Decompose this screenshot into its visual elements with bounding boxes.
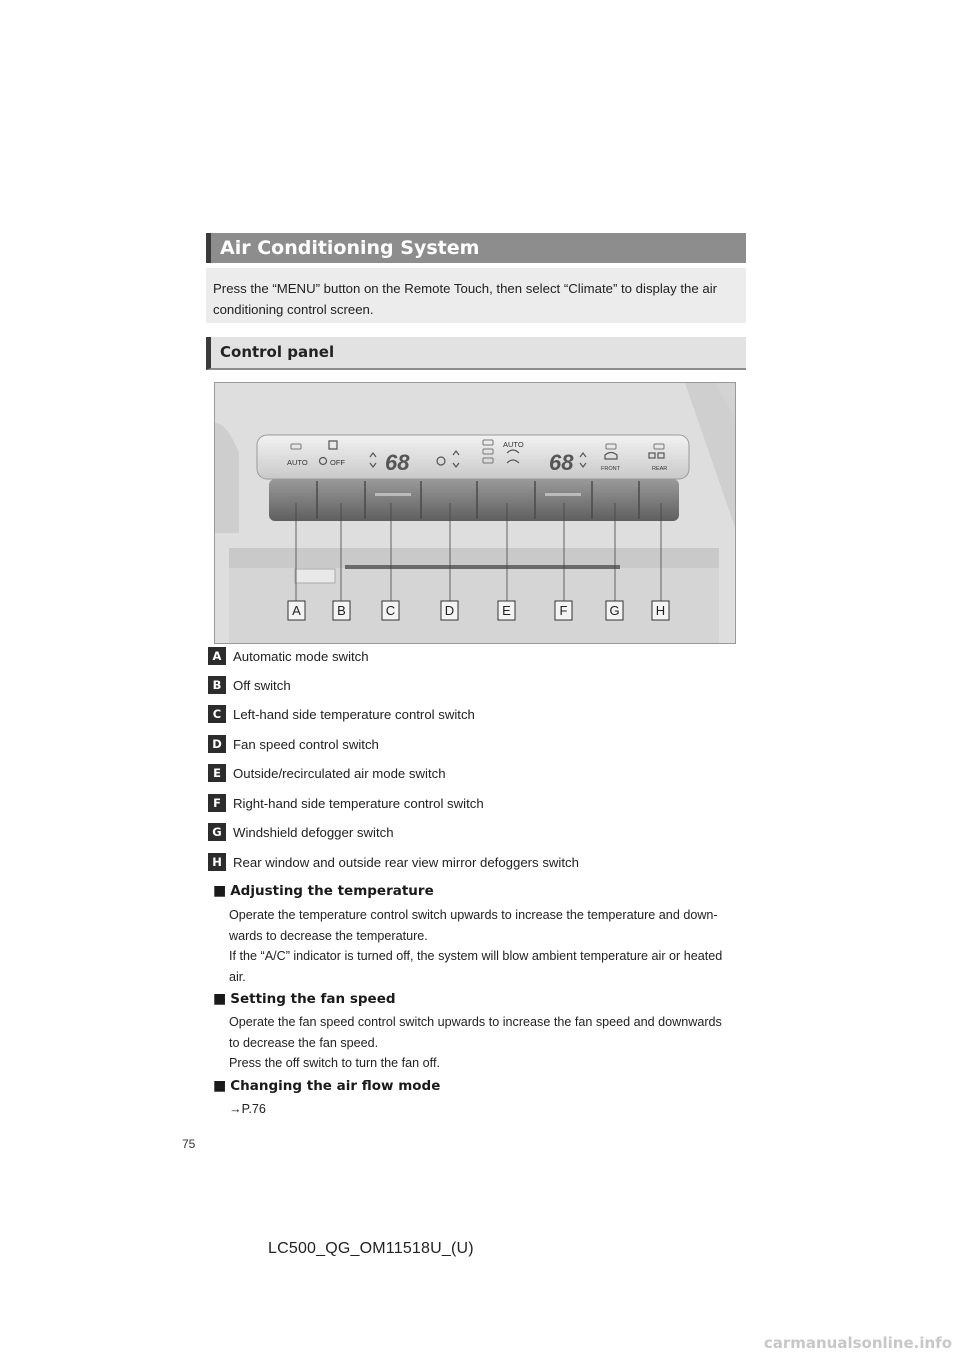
document-code: LC500_QG_OM11518U_(U) [268, 1240, 474, 1257]
item-letter: B [208, 676, 226, 694]
item-text: Windshield defogger switch [233, 825, 394, 840]
section-heading [213, 882, 434, 900]
paragraph-line: to decrease the fan speed. [229, 1035, 379, 1050]
square-bullet-icon: ■ [213, 883, 227, 899]
section-heading-text: Changing the air flow mode [230, 1078, 441, 1094]
callout-f: F [559, 603, 568, 618]
paragraph-line: air. [229, 969, 246, 984]
item-text: Right-hand side temperature control switch [233, 796, 484, 811]
control-panel-photo [214, 382, 736, 644]
intro-line-2: conditioning control screen. [213, 302, 374, 317]
square-bullet-icon: ■ [213, 991, 227, 1007]
section-title: Air Conditioning System [206, 233, 746, 263]
item-text: Automatic mode switch [233, 649, 369, 664]
item-text: Off switch [233, 678, 291, 693]
callout-e: E [502, 603, 511, 618]
section-paragraph [229, 905, 747, 987]
callout-a: A [292, 603, 301, 618]
item-letter: D [208, 735, 226, 753]
rear-label: REAR [652, 466, 668, 472]
item-letter: H [208, 853, 226, 871]
section-paragraph [229, 1099, 747, 1120]
right-temp-readout: 68 [549, 450, 574, 475]
intro-box [206, 268, 746, 323]
section-heading [213, 1077, 440, 1095]
callout-h: H [655, 603, 666, 618]
paragraph-line: Operate the fan speed control switch upwards to increase the fan speed and downwards [229, 1015, 722, 1029]
watermark: carmanualsonline.info [763, 1334, 952, 1352]
callout-g: G [609, 603, 620, 618]
callout-b: B [337, 603, 346, 618]
page-reference-link[interactable]: →P.76 [229, 1102, 266, 1116]
intro-line-1: Press the “MENU” button on the Remote Touch, then select “Climate” to display the air [213, 281, 718, 296]
section-paragraph [229, 1012, 747, 1074]
section-heading [213, 990, 396, 1008]
item-text: Outside/recirculated air mode switch [233, 766, 446, 781]
item-text: Left-hand side temperature control switch [233, 707, 475, 722]
item-letter: G [208, 823, 226, 841]
section-heading-text: Setting the fan speed [230, 991, 396, 1007]
off-label: OFF [330, 458, 345, 467]
paragraph-line: wards to decrease the temperature. [229, 928, 428, 943]
subsection-title: Control panel [206, 337, 746, 370]
paragraph-line: Press the off switch to turn the fan off. [229, 1056, 440, 1070]
paragraph-line: If the “A/C” indicator is turned off, the system will blow ambient temperature air or heated [229, 949, 723, 963]
callout-d: D [444, 603, 455, 618]
paragraph-line: Operate the temperature control switch upwards to increase the temperature and down- [229, 908, 718, 922]
page-number: 75 [182, 1137, 196, 1151]
square-bullet-icon: ■ [213, 1078, 227, 1094]
front-label: FRONT [601, 466, 620, 472]
section-heading-text: Adjusting the temperature [230, 883, 434, 899]
control-panel-illustration [215, 383, 736, 644]
item-letter: E [208, 764, 226, 782]
auto-label-2: AUTO [503, 440, 524, 449]
left-temp-readout: 68 [385, 450, 410, 475]
item-text: Rear window and outside rear view mirror defoggers switch [233, 855, 579, 870]
auto-label: AUTO [287, 458, 308, 467]
item-letter: A [208, 647, 226, 665]
item-letter: C [208, 705, 226, 723]
item-text: Fan speed control switch [233, 737, 379, 752]
callout-c: C [385, 603, 396, 618]
item-letter: F [208, 794, 226, 812]
